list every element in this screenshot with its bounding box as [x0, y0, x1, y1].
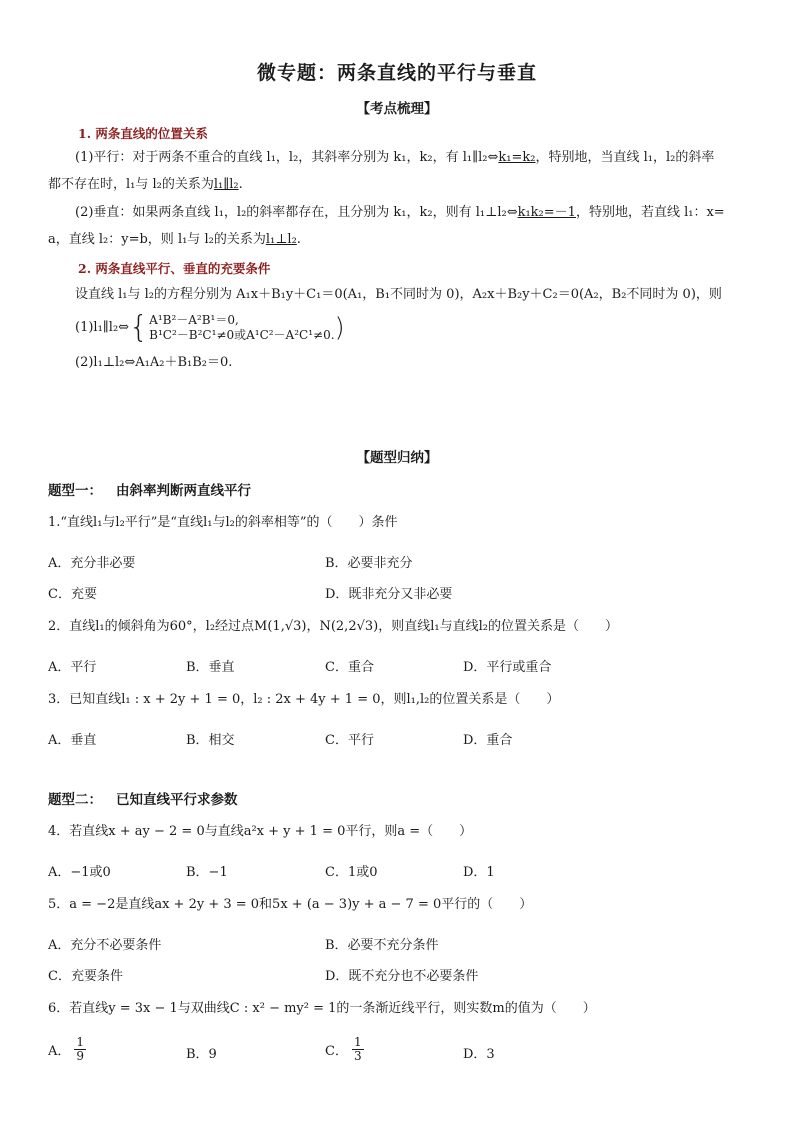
q2-option-a: A．平行	[48, 660, 97, 675]
perpendicular-relation-underlined: l₁⊥l₂	[265, 232, 297, 247]
q5-option-a: A．充分不必要条件	[48, 938, 162, 953]
parallel-rule-line2: 都不存在时，l₁与 l₂的关系为l₁∥l₂.	[48, 177, 243, 192]
parallel-condition-system: (1)l₁∥l₂⇔ { A¹B²－A²B¹＝0, B¹C²－B²C¹≠0或A¹C²－A²C¹≠0. )	[75, 310, 345, 345]
q6-option-d: D．3	[463, 1047, 495, 1062]
parallel-relation-underlined: l₁∥l₂	[213, 177, 239, 192]
parallel-rule-line1: (1)平行：对于两条不重合的直线 l₁，l₂，其斜率分别为 k₁，k₂，有 l₁∥l₂⇔k₁=k₂，特别地，当直线 l₁，l₂的斜率	[75, 150, 715, 165]
q1-option-a: A．充分非必要	[48, 556, 136, 571]
left-brace: {	[129, 310, 149, 345]
perpendicular-condition-underlined: k₁k₂=－1	[517, 205, 576, 220]
q5-option-d: D．既不充分也不必要条件	[325, 969, 479, 984]
q3-option-d: D．重合	[463, 733, 513, 748]
q6-option-c: C． $\frac{1}{3}$	[325, 1035, 362, 1063]
q6-option-c-fraction: $\frac{1}{3}$	[353, 1035, 362, 1063]
q2-stem: 2．直线l₁的倾斜角为60°，l₂经过点M(1,√3)，N(2,2√3)，则直线l₁与直线l₂的位置关系是（ ）	[48, 619, 618, 634]
section-header-question-types: 【题型归纳】	[356, 450, 438, 466]
q5-option-b: B．必要不充分条件	[325, 938, 439, 953]
perpendicular-rule-line1: (2)垂直：如果两条直线 l₁，l₂的斜率都存在，且分别为 k₁，k₂，则有 l₁⊥l₂⇔k₁k₂=－1，特别地，若直线 l₁：x=	[75, 205, 725, 220]
q2-option-d: D．平行或重合	[463, 660, 552, 675]
q4-option-a: A．−1或0	[48, 865, 111, 880]
right-paren: )	[334, 313, 345, 343]
q1-stem: 1.“直线l₁与l₂平行”是“直线l₁与l₂的斜率相等”的（ ）条件	[48, 515, 398, 530]
q5-stem: 5．a = −2是直线ax + 2y + 3 = 0和5x + (a − 3)y + a − 7 = 0平行的（ ）	[48, 897, 533, 912]
q6-option-a: A． $\frac{1}{9}$	[48, 1035, 85, 1063]
q3-option-b: B．相交	[186, 733, 235, 748]
q6-option-b: B．9	[186, 1047, 217, 1062]
q5-option-c: C．充要条件	[48, 969, 123, 984]
q3-option-c: C．平行	[325, 733, 374, 748]
q1-option-d: D．既非充分又非必要	[325, 587, 453, 602]
point2-heading: 2. 两条直线平行、垂直的充要条件	[78, 261, 271, 276]
point1-heading: 1. 两条直线的位置关系	[78, 126, 208, 141]
q6-option-a-fraction: $\frac{1}{9}$	[76, 1035, 85, 1063]
perpendicular-rule-line2: a，直线 l₂：y=b，则 l₁与 l₂的关系为l₁⊥l₂.	[48, 232, 301, 247]
q2-option-b: B．垂直	[186, 660, 235, 675]
q3-stem: 3．已知直线l₁ : x + 2y + 1 = 0，l₂ : 2x + 4y + 1 = 0，则l₁,l₂的位置关系是（ ）	[48, 692, 560, 707]
type2-heading: 题型二： 已知直线平行求参数	[48, 792, 238, 808]
section-header-key-points: 【考点梳理】	[356, 101, 438, 117]
q3-option-a: A．垂直	[48, 733, 97, 748]
q4-stem: 4．若直线x + ay − 2 = 0与直线a²x + y + 1 = 0平行，则a =（ ）	[48, 824, 473, 839]
q4-option-d: D．1	[463, 865, 495, 880]
page-title: 微专题：两条直线的平行与垂直	[256, 62, 537, 84]
point2-intro: 设直线 l₁与 l₂的方程分别为 A₁x＋B₁y＋C₁＝0(A₁，B₁不同时为 0)，A₂x＋B₂y＋C₂＝0(A₂，B₂不同时为 0)，则	[75, 287, 722, 302]
q1-option-b: B．必要非充分	[325, 556, 413, 571]
parallel-condition-underlined: k₁=k₂	[498, 150, 536, 165]
perpendicular-condition: (2)l₁⊥l₂⇔A₁A₂＋B₁B₂＝0.	[75, 355, 233, 370]
q4-option-b: B．−1	[186, 865, 228, 880]
system-line2: B¹C²－B²C¹≠0或A¹C²－A²C¹≠0.	[149, 328, 335, 342]
q4-option-c: C．1或0	[325, 865, 378, 880]
q6-stem: 6．若直线y = 3x − 1与双曲线C : x² − my² = 1的一条渐近线平行，则实数m的值为（ ）	[48, 1001, 596, 1016]
q1-option-c: C．充要	[48, 587, 97, 602]
type1-heading: 题型一： 由斜率判断两直线平行	[48, 483, 251, 499]
q2-option-c: C．重合	[325, 660, 374, 675]
system-line1: A¹B²－A²B¹＝0,	[149, 313, 239, 327]
